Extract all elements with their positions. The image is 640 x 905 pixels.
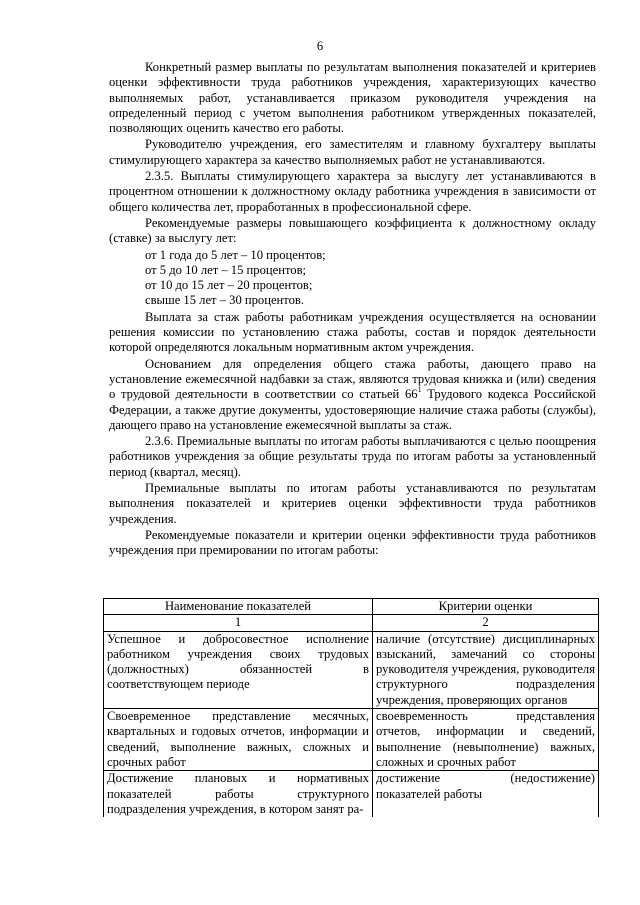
table-row [104, 709, 599, 771]
column-number: 1 [104, 615, 373, 631]
paragraph: Конкретный размер выплаты по результатам выполнения показателей и критериев оценки эффективности труда работников учреждения, характеризующих качество выполняемых работ, устанавливается приказом руководителя учреждения на определенный период с учетом выполнения работником утвержденных показателей, позволяющих оценить качество его работы. [109, 60, 596, 136]
column-number: 2 [373, 615, 599, 631]
column-number-row [104, 615, 599, 631]
body-text [109, 60, 596, 559]
criteria-cell: достижение (недостижение) показателей работы [373, 771, 599, 817]
column-header: Наименование показателей [104, 599, 373, 615]
indicator-cell: Успешное и добросовестное исполнение работником учреждения своих трудовых (должностных) обязанностей в соответствующем периоде [104, 631, 373, 708]
paragraph-basis [109, 357, 596, 433]
indicator-cell: Своевременное представление месячных, квартальных и годовых отчетов, информации и сведений, выполнение важных, сложных и срочных работ [104, 709, 373, 771]
criteria-cell: своевременность представления отчетов, информации и сведений, выполнение (невыполнение) важных, сложных и срочных работ [373, 709, 599, 771]
criteria-cell: наличие (отсутствие) дисциплинарных взысканий, замечаний со стороны руководителя учреждения, руководителя структурного подразделения учреждения, проверяющих органов [373, 631, 599, 708]
table-row [104, 771, 599, 817]
paragraph: Рекомендуемые показатели и критерии оценки эффективности труда работников учреждения при премировании по итогам работы: [109, 527, 596, 558]
table-header-row [104, 599, 599, 615]
list-item: от 10 до 15 лет – 20 процентов; [145, 278, 313, 293]
column-header: Критерии оценки [373, 599, 599, 615]
table-row [104, 631, 599, 708]
list-item: от 5 до 10 лет – 15 процентов; [145, 262, 307, 277]
list-item: от 1 года до 5 лет – 10 процентов; [145, 247, 326, 262]
text: Трудового кодекса Российской Федерации, а также другие документы, удостоверяющие наличие стажа работы (службы), дающего право на установление ежемесячной выплаты за стаж. [109, 387, 597, 432]
paragraph: Премиальные выплаты по итогам работы устанавливаются по результатам выполнения показателей и критериев оценки эффективности труда работников учреждения. [109, 481, 596, 526]
paragraph: Руководителю учреждения, его заместителям и главному бухгалтеру выплаты стимулирующего характера за качество выполняемых работ не устанавливаются. [109, 137, 596, 167]
paragraph: Выплата за стаж работы работникам учреждения осуществляется на основании решения комиссии по установлению стажа работы, состав и порядок деятельности которой определяются локальным нормативным актом учреждения. [109, 309, 596, 355]
paragraph: 2.3.5. Выплаты стимулирующего характера за выслугу лет устанавливаются в процентном отношении к должностному окладу работника учреждения в зависимости от общего количества лет, проработанных в профессиональной сфере. [109, 169, 596, 214]
indicator-cell: Достижение плановых и нормативных показателей работы структурного подразделения учреждения, в котором занят ра- [104, 771, 373, 817]
text: Основанием для определения общего стажа работы, дающего право на установление ежемесячной надбавки за стаж, являются трудовая книжка и (или) сведения о трудовой деятельности в соответствии со статьей 66 [109, 356, 596, 402]
paragraph: 2.3.6. Премиальные выплаты по итогам работы выплачиваются с целью поощрения работников учреждения за общие результаты труда по итогам работы за установленный период (квартал, месяц). [109, 434, 596, 479]
list-item: свыше 15 лет – 30 процентов. [145, 293, 305, 308]
page-number: 6 [316, 39, 324, 53]
criteria-table [103, 598, 599, 817]
paragraph: Рекомендуемые размеры повышающего коэффициента к должностному окладу (ставке) за выслугу лет: [109, 215, 596, 246]
superscript: 1 [417, 385, 422, 395]
